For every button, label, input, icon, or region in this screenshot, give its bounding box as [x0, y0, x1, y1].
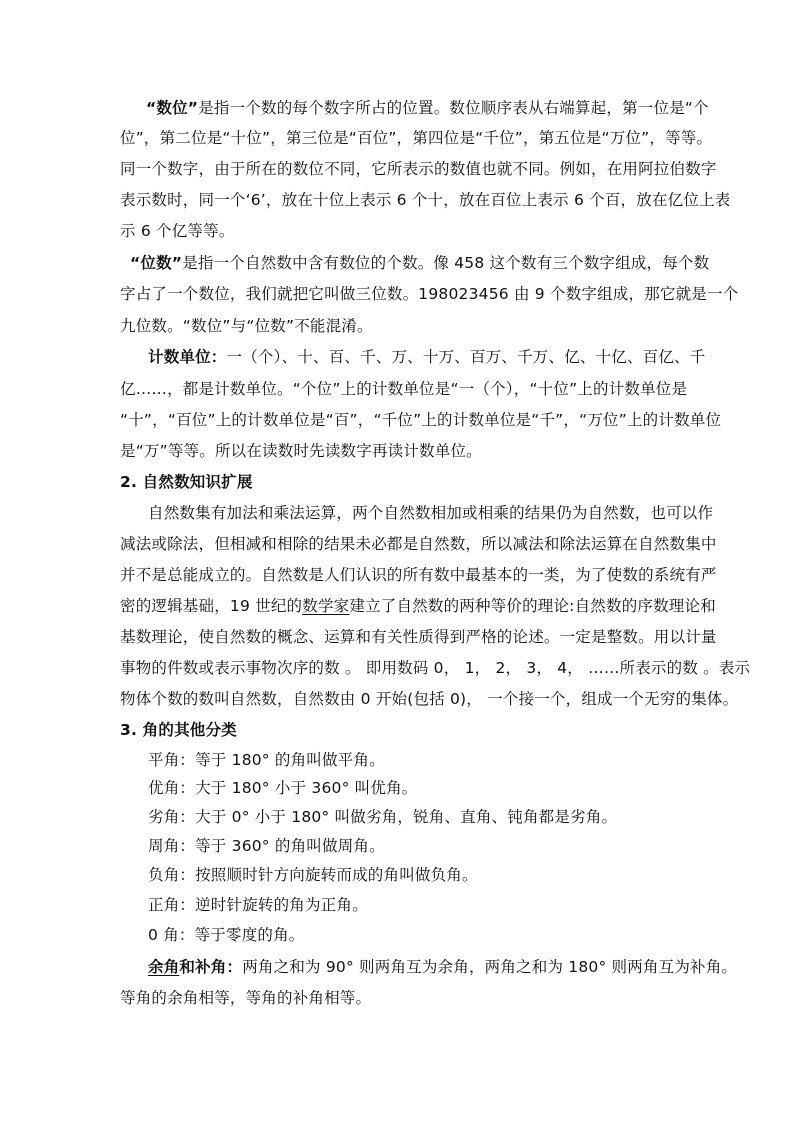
natural-text-4b: 建立了自然数的两种等价的理论:自然数的序数理论和	[349, 597, 716, 615]
complementary-angle-link[interactable]: 余角	[148, 958, 180, 976]
shuwei-line-4: 表示数时，同一个‘6’，放在十位上表示 6 个十，放在百位上表示 6 个百，放在亿位上表	[120, 191, 731, 209]
natural-line-3: 并不是总能成立的。自然数是人们认识的所有数中最基本的一类，为了使数的系统有严	[120, 566, 717, 584]
weishu-term: “位数”	[130, 254, 183, 272]
mathematician-link[interactable]: 数学家	[302, 597, 350, 615]
natural-line-5: 基数理论，使自然数的概念、运算和有关性质得到严格的论述。一定是整数。用以计量	[120, 628, 717, 646]
angle-item-straight: 平角：等于 180° 的角叫做平角。	[148, 751, 385, 769]
natural-line-4	[120, 595, 716, 617]
jishu-line-2: 亿……，都是计数单位。“个位”上的计数单位是“一（个），“十位”上的计数单位是	[120, 380, 688, 398]
complement-line-1	[148, 956, 737, 978]
shuwei-line-2: 位”，第二位是“十位”，第三位是“百位”，第四位是“千位”，第五位是“万位”，等等。	[120, 129, 713, 147]
complement-line-2: 等角的余角相等，等角的补角相等。	[120, 989, 372, 1007]
shuwei-text-1: 是指一个数的每个数字所占的位置。数位顺序表从右端算起，第一位是“个	[198, 99, 709, 117]
jishu-line-3: “十”，“百位”上的计数单位是“百”，“千位”上的计数单位是“千”，“万位”上的计数单位	[120, 411, 722, 429]
jishu-line-1	[148, 346, 705, 368]
natural-line-1: 自然数集有加法和乘法运算，两个自然数相加或相乘的结果仍为自然数，也可以作	[148, 504, 714, 522]
natural-line-7: 物体个数的数叫自然数，自然数由 0 开始(包括 0)， 一个接一个，组成一个无穷的集体。	[120, 690, 739, 708]
heading-angle-types: 3. 角的其他分类	[120, 721, 237, 739]
natural-line-2: 减法或除法，但相减和相除的结果未必都是自然数，所以减法和除法运算在自然数集中	[120, 535, 717, 553]
complement-text-1: 两角之和为 90° 则两角互为余角，两角之和为 180° 则两角互为补角。	[242, 958, 738, 976]
angle-item-inferior: 劣角：大于 0° 小于 180° 叫做劣角，锐角、直角、钝角都是劣角。	[148, 808, 618, 826]
complement-term-rest: 和补角：	[179, 958, 243, 976]
natural-text-4a: 密的逻辑基础，19 世纪的	[120, 597, 303, 615]
jishu-line-4: 是“万”等等。所以在读数时先读数字再读计数单位。	[120, 442, 482, 460]
weishu-line-2: 字占了一个数位，我们就把它叫做三位数。198023456 由 9 个数字组成，那它就是一个	[120, 285, 739, 303]
heading-natural-numbers: 2. 自然数知识扩展	[120, 473, 253, 491]
jishu-term: 计数单位：	[148, 348, 227, 366]
angle-item-negative: 负角：按照顺时针方向旋转而成的角叫做负角。	[148, 866, 478, 884]
weishu-line-1	[130, 252, 709, 274]
weishu-line-3: 九位数。“数位”与“位数”不能混淆。	[120, 317, 373, 335]
shuwei-line-3: 同一个数字，由于所在的数位不同，它所表示的数值也就不同。例如，在用阿拉伯数字	[120, 160, 717, 178]
weishu-text-1: 是指一个自然数中含有数位的个数。像 458 这个数有三个数字组成，每个数	[182, 254, 710, 272]
jishu-text-1: 一（个）、十、百、千、万、十万、百万、千万、亿、十亿、百亿、千	[226, 348, 706, 366]
natural-line-6: 事物的件数或表示事物次序的数 。 即用数码 0， 1， 2， 3， 4， ……所表示的数 。表示	[120, 659, 751, 677]
shuwei-line-1	[146, 97, 709, 119]
angle-item-reflex: 优角：大于 180° 小于 360° 叫优角。	[148, 779, 418, 797]
shuwei-line-5: 示 6 个亿等等。	[120, 222, 235, 240]
angle-item-full: 周角：等于 360° 的角叫做周角。	[148, 837, 385, 855]
angle-item-positive: 正角：逆时针旋转的角为正角。	[148, 896, 368, 914]
angle-item-zero: 0 角：等于零度的角。	[148, 926, 305, 944]
shuwei-term: “数位”	[146, 99, 199, 117]
